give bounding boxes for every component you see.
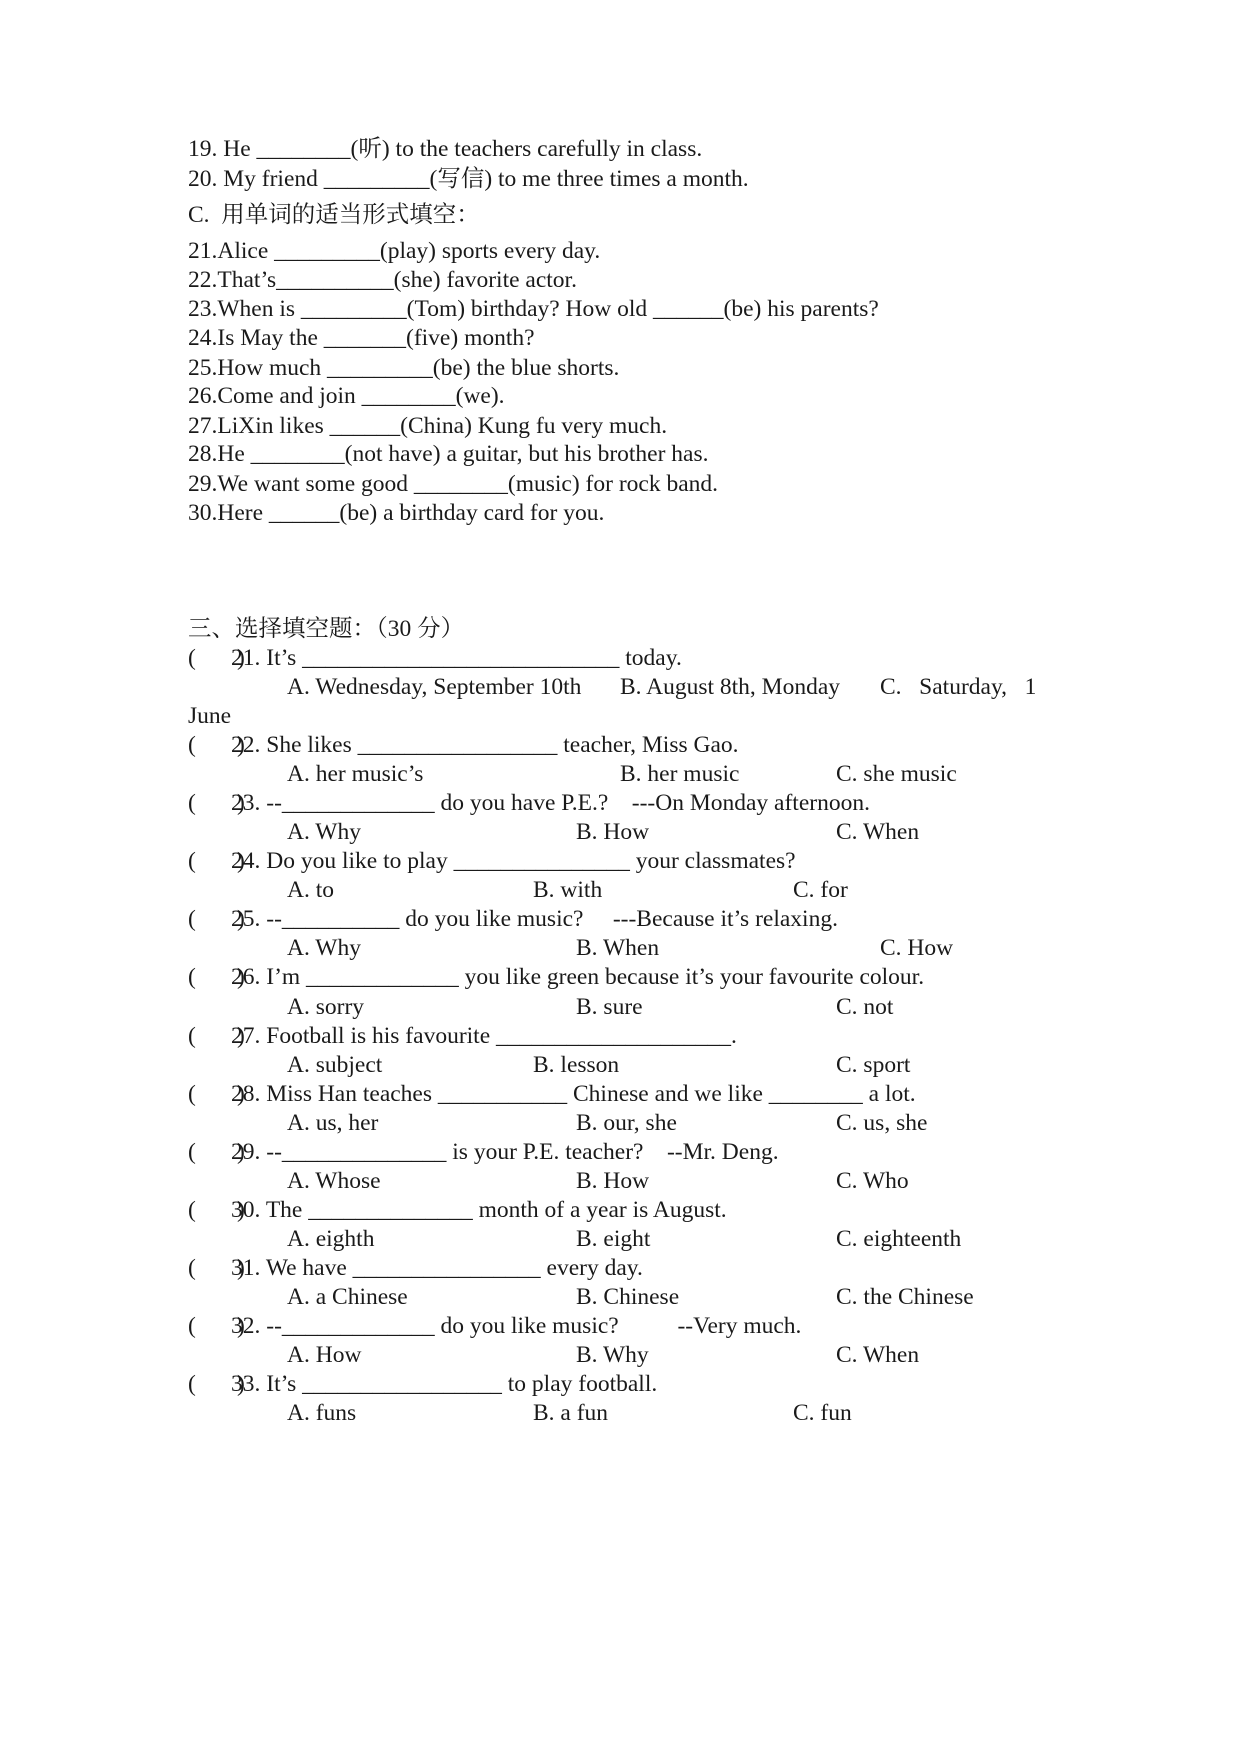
- fill-item-29: 29.We want some good ________(music) for rock band.: [188, 471, 719, 497]
- answer-paren: ( ): [188, 1255, 245, 1281]
- fill-item-30: 30.Here ______(be) a birthday card for you.: [188, 500, 605, 526]
- option-b: B. a fun: [533, 1400, 609, 1426]
- option-c: C. the Chinese: [836, 1284, 974, 1310]
- option-c-wrap: June: [188, 703, 232, 729]
- option-a: A. us, her: [287, 1110, 379, 1136]
- answer-paren: ( ): [188, 1313, 245, 1339]
- option-a: A. Whose: [287, 1168, 381, 1194]
- answer-paren: ( ): [188, 964, 245, 990]
- option-c: C. she music: [836, 761, 957, 787]
- question-19: 19. He ________(听) to the teachers carefully in class.: [188, 136, 703, 162]
- option-c: C. sport: [836, 1052, 911, 1078]
- section-c-title: C. 用单词的适当形式填空：: [188, 202, 480, 228]
- fill-item-24: 24.Is May the _______(five) month?: [188, 325, 535, 351]
- option-a: A. subject: [287, 1052, 383, 1078]
- option-b: B. our, she: [576, 1110, 677, 1136]
- option-a: A. Why: [287, 819, 361, 845]
- option-c: C. When: [836, 1342, 920, 1368]
- option-c: C. Who: [836, 1168, 909, 1194]
- mc-question-29: 29. --______________ is your P.E. teacher? --Mr. Deng.: [231, 1139, 779, 1165]
- mc-question-33: 33. It’s _________________ to play football.: [231, 1371, 658, 1397]
- option-b: B. Chinese: [576, 1284, 680, 1310]
- option-a: A. How: [287, 1342, 362, 1368]
- option-c: C. for: [793, 877, 848, 903]
- answer-paren: ( ): [188, 1371, 245, 1397]
- mc-question-30: 30. The ______________ month of a year is August.: [231, 1197, 727, 1223]
- option-c: C. Saturday, 1: [880, 674, 1037, 700]
- mc-question-25: 25. --__________ do you like music? ---Because it’s relaxing.: [231, 906, 838, 932]
- option-b: B. How: [576, 819, 650, 845]
- answer-paren: ( ): [188, 1081, 245, 1107]
- option-b: B. How: [576, 1168, 650, 1194]
- mc-question-32: 32. --_____________ do you like music? --Very much.: [231, 1313, 802, 1339]
- answer-paren: ( ): [188, 848, 245, 874]
- answer-paren: ( ): [188, 1197, 245, 1223]
- option-a: A. sorry: [287, 994, 365, 1020]
- mc-question-26: 26. I’m _____________ you like green because it’s your favourite colour.: [231, 964, 925, 990]
- option-a: A. her music’s: [287, 761, 424, 787]
- option-c: C. fun: [793, 1400, 852, 1426]
- option-b: B. lesson: [533, 1052, 620, 1078]
- mc-question-21: 21. It’s ___________________________ today.: [231, 645, 682, 671]
- question-20: 20. My friend _________(写信) to me three times a month.: [188, 166, 749, 192]
- option-b: B. August 8th, Monday: [620, 674, 841, 700]
- option-b: B. Why: [576, 1342, 649, 1368]
- section-3-title: 三、选择填空题：（30 分）: [188, 616, 465, 642]
- mc-question-24: 24. Do you like to play _______________ your classmates?: [231, 848, 796, 874]
- fill-item-26: 26.Come and join ________(we).: [188, 383, 505, 409]
- option-b: B. her music: [620, 761, 740, 787]
- answer-paren: ( ): [188, 906, 245, 932]
- fill-item-27: 27.LiXin likes ______(China) Kung fu very much.: [188, 413, 668, 439]
- option-b: B. with: [533, 877, 603, 903]
- option-a: A. a Chinese: [287, 1284, 408, 1310]
- fill-item-25: 25.How much _________(be) the blue shorts.: [188, 355, 620, 381]
- option-c: C. When: [836, 819, 920, 845]
- option-c: C. eighteenth: [836, 1226, 962, 1252]
- answer-paren: ( ): [188, 645, 245, 671]
- answer-paren: ( ): [188, 790, 245, 816]
- answer-paren: ( ): [188, 732, 245, 758]
- option-c: C. How: [880, 935, 954, 961]
- mc-question-28: 28. Miss Han teaches ___________ Chinese and we like ________ a lot.: [231, 1081, 916, 1107]
- option-c: C. not: [836, 994, 894, 1020]
- option-a: A. eighth: [287, 1226, 375, 1252]
- option-b: B. When: [576, 935, 660, 961]
- option-a: A. funs: [287, 1400, 357, 1426]
- answer-paren: ( ): [188, 1023, 245, 1049]
- fill-item-23: 23.When is _________(Tom) birthday? How old ______(be) his parents?: [188, 296, 879, 322]
- option-b: B. sure: [576, 994, 643, 1020]
- answer-paren: ( ): [188, 1139, 245, 1165]
- option-a: A. Wednesday, September 10th: [287, 674, 582, 700]
- option-a: A. to: [287, 877, 334, 903]
- option-b: B. eight: [576, 1226, 651, 1252]
- option-c: C. us, she: [836, 1110, 928, 1136]
- mc-question-22: 22. She likes _________________ teacher, Miss Gao.: [231, 732, 739, 758]
- option-a: A. Why: [287, 935, 361, 961]
- mc-question-31: 31. We have ________________ every day.: [231, 1255, 643, 1281]
- fill-item-21: 21.Alice _________(play) sports every day.: [188, 238, 601, 264]
- fill-item-22: 22.That’s__________(she) favorite actor.: [188, 267, 577, 293]
- mc-question-23: 23. --_____________ do you have P.E.? ---On Monday afternoon.: [231, 790, 870, 816]
- fill-item-28: 28.He ________(not have) a guitar, but his brother has.: [188, 441, 709, 467]
- mc-question-27: 27. Football is his favourite ____________________.: [231, 1023, 737, 1049]
